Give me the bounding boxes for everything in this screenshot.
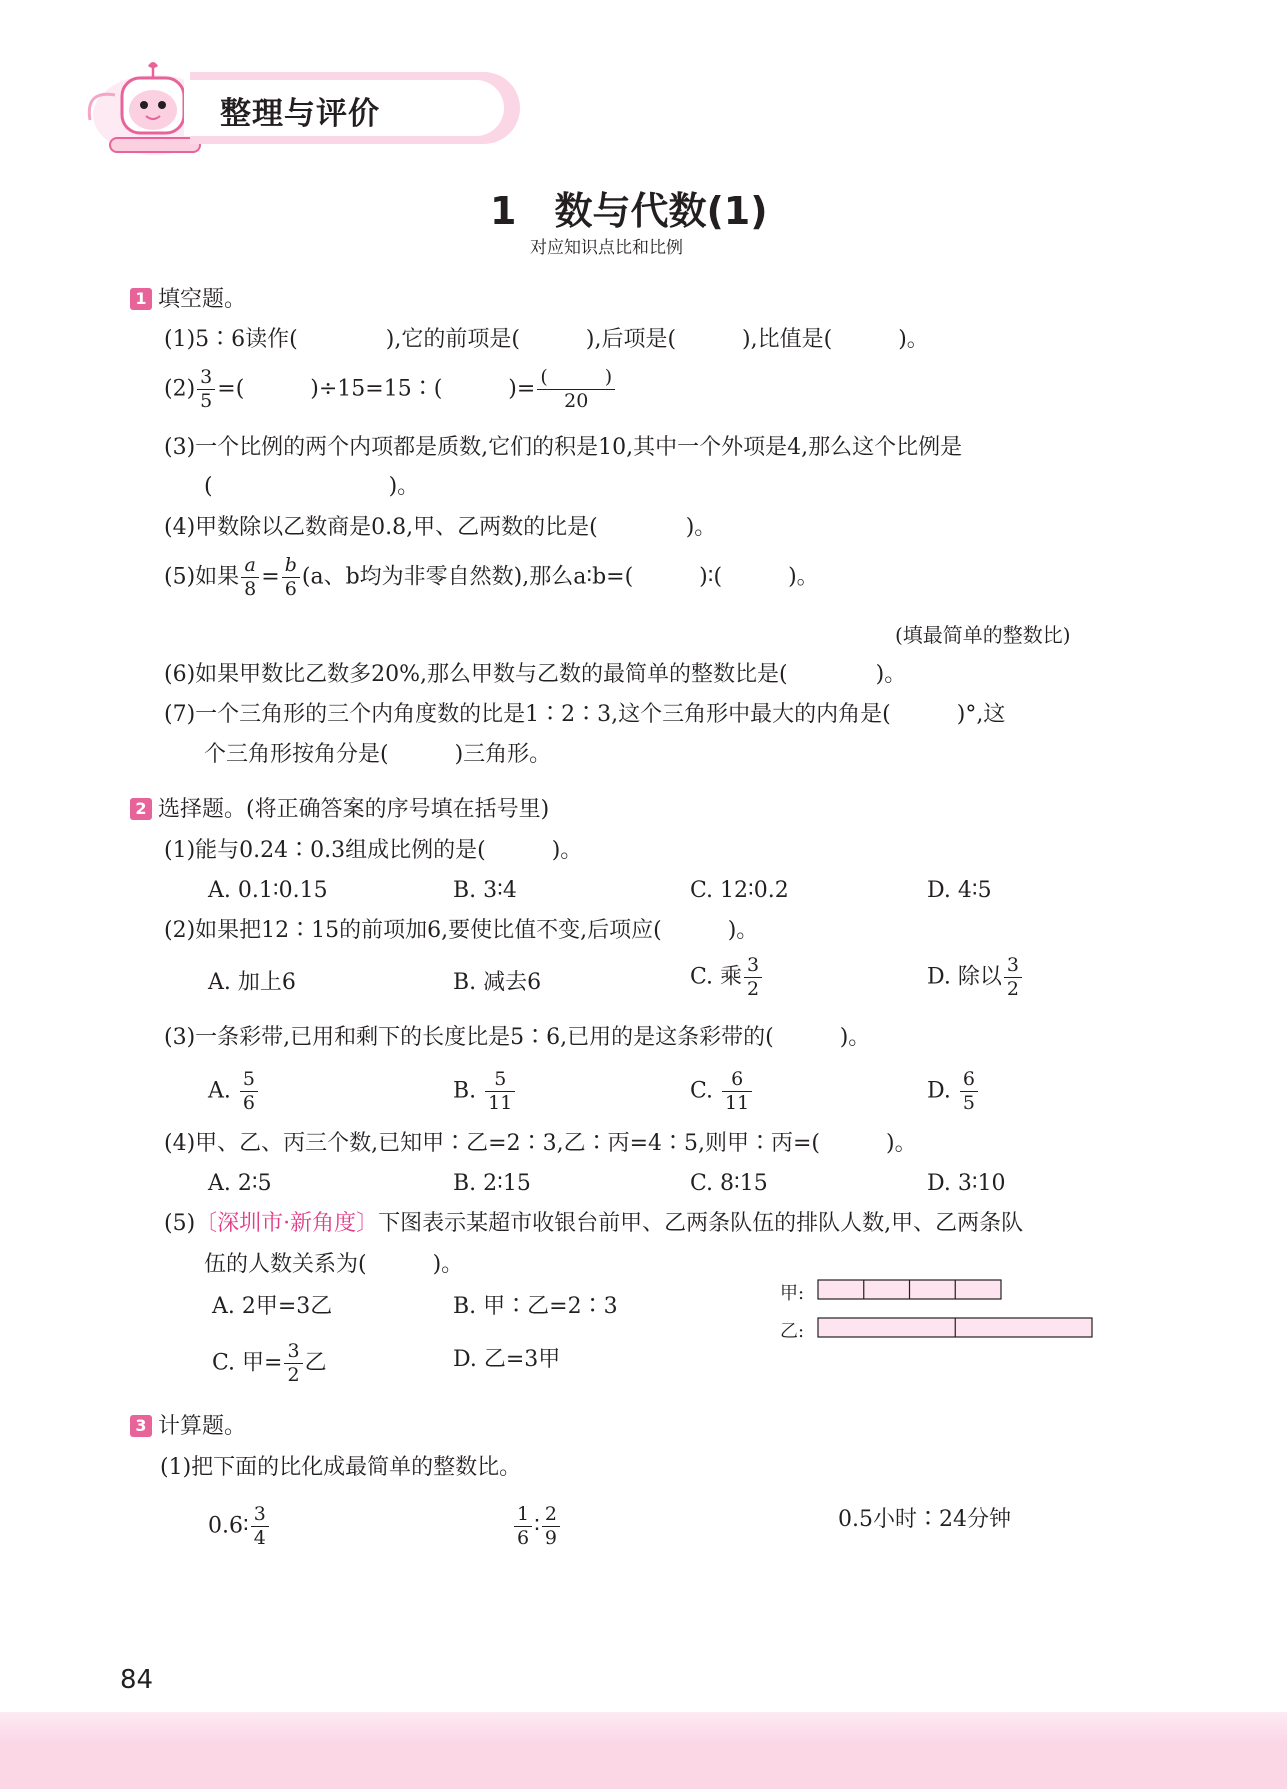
fraction: $\frac{1}{6}$ xyxy=(514,1505,532,1548)
section-title: 填空题。 xyxy=(158,287,247,312)
q2-item-4-option-a: A. 2∶5 xyxy=(208,1171,272,1196)
q2-item-2-option-c xyxy=(690,956,764,999)
q1-item-3-line2: ( )。 xyxy=(204,474,420,499)
yi-bar xyxy=(817,1317,1095,1339)
item-text: 下图表示某超市收银台前甲、乙两条队伍的排队人数,甲、乙两条队 xyxy=(378,1211,1024,1236)
fraction: $\frac{6}{5}$ xyxy=(960,1070,978,1113)
fraction: $\frac{( )}{20}$ xyxy=(537,368,615,411)
fraction: $\frac{3}{2}$ xyxy=(1004,956,1022,999)
q2-item-1: (1)能与0.24∶0.3组成比例的是( )。 xyxy=(164,838,583,863)
fraction: $\frac{b}{6}$ xyxy=(282,556,300,599)
yi-label: 乙: xyxy=(780,1321,805,1342)
item-text: D. 除以 xyxy=(927,964,1002,990)
q1-item-2 xyxy=(164,368,617,411)
section-2-heading xyxy=(130,795,549,825)
q2-item-4-option-b: B. 2∶15 xyxy=(453,1171,531,1196)
item-number: (5) xyxy=(164,1211,196,1236)
fraction: $\frac{6}{11}$ xyxy=(722,1070,752,1113)
q2-item-5-option-d: D. 乙=3甲 xyxy=(453,1347,561,1372)
q1-item-5 xyxy=(164,556,819,599)
section-3-heading xyxy=(130,1412,246,1442)
q2-item-1-option-a: A. 0.1∶0.15 xyxy=(208,878,328,903)
item-text: C. 甲= xyxy=(212,1350,283,1376)
q2-item-5-option-b: B. 甲∶乙=2∶3 xyxy=(453,1294,618,1319)
header-badge xyxy=(80,60,440,160)
q3-expr-2 xyxy=(512,1505,562,1548)
q1-item-6: (6)如果甲数比乙数多20%,那么甲数与乙数的最简单的整数比是( )。 xyxy=(164,662,907,687)
section-number-badge: 3 xyxy=(130,1415,152,1437)
option-letter: B. xyxy=(453,1078,477,1104)
q2-item-5-option-a: A. 2甲=3乙 xyxy=(212,1294,333,1319)
q3-expr-3: 0.5小时∶24分钟 xyxy=(838,1507,1011,1532)
q2-item-3: (3)一条彩带,已用和剩下的长度比是5∶6,已用的是这条彩带的( )。 xyxy=(164,1025,871,1050)
item-text: =( )÷15=15∶( )= xyxy=(217,376,536,402)
q2-item-1-option-d: D. 4∶5 xyxy=(927,878,992,903)
q2-item-2-option-b: B. 减去6 xyxy=(453,970,542,995)
option-letter: A. xyxy=(208,1078,231,1104)
item-number: (2) xyxy=(164,376,196,402)
q2-item-2-option-d xyxy=(927,956,1024,999)
jia-label: 甲: xyxy=(780,1283,805,1304)
q2-item-5-line1 xyxy=(164,1209,1023,1239)
page-number: 84 xyxy=(120,1665,154,1695)
q2-item-1-option-b: B. 3∶4 xyxy=(453,878,517,903)
fraction: $\frac{3}{2}$ xyxy=(744,956,762,999)
q1-item-7-line1: (7)一个三角形的三个内角度数的比是1∶2∶3,这个三角形中最大的内角是( )°,这 xyxy=(164,702,1006,727)
q2-item-3-option-a xyxy=(208,1070,260,1113)
page-title: 1 数与代数(1) xyxy=(490,189,768,233)
fraction: $\frac{a}{8}$ xyxy=(241,556,259,599)
q2-item-3-option-c xyxy=(690,1070,754,1113)
fraction: $\frac{3}{5}$ xyxy=(197,368,215,411)
queue-diagram xyxy=(780,1275,1100,1345)
q2-item-2-option-a: A. 加上6 xyxy=(208,970,296,995)
q2-item-4-option-c: C. 8∶15 xyxy=(690,1171,768,1196)
q2-item-3-option-b xyxy=(453,1070,517,1113)
item-text: 0.6∶ xyxy=(208,1513,249,1539)
q2-item-3-option-d xyxy=(927,1070,980,1113)
q2-item-4: (4)甲、乙、丙三个数,已知甲∶乙=2∶3,乙∶丙=4∶5,则甲∶丙=( )。 xyxy=(164,1131,917,1156)
section-number-badge: 1 xyxy=(130,288,152,310)
header-badge-label: 整理与评价 xyxy=(220,96,380,132)
section-1-heading xyxy=(130,285,246,315)
section-number-badge: 2 xyxy=(130,798,152,820)
q3-expr-1 xyxy=(208,1505,271,1548)
q1-item-3-line1: (3)一个比例的两个内项都是质数,它们的积是10,其中一个外项是4,那么这个比例是 xyxy=(164,435,963,460)
item-text: = xyxy=(261,564,280,590)
q2-item-2: (2)如果把12∶15的前项加6,要使比值不变,后项应( )。 xyxy=(164,918,759,943)
source-tag: 〔深圳市·新角度〕 xyxy=(195,1211,379,1236)
footer-band xyxy=(0,1712,1287,1789)
section-title: 计算题。 xyxy=(158,1414,247,1439)
q2-item-4-option-d: D. 3∶10 xyxy=(927,1171,1006,1196)
q1-item-1: (1)5∶6读作( ),它的前项是( ),后项是( ),比值是( )。 xyxy=(164,327,929,352)
fraction: $\frac{3}{2}$ xyxy=(284,1342,302,1385)
item-text: (5)如果 xyxy=(164,564,240,590)
q2-item-5-line2: 伍的人数关系为( )。 xyxy=(204,1252,464,1277)
fraction: $\frac{5}{6}$ xyxy=(240,1070,258,1113)
ratio-sign: ∶ xyxy=(534,1513,540,1539)
q1-item-5-note: (填最简单的整数比) xyxy=(895,623,1071,647)
section-title: 选择题。(将正确答案的序号填在括号里) xyxy=(158,797,550,822)
q2-item-1-option-c: C. 12∶0.2 xyxy=(690,878,789,903)
q3-item-1: (1)把下面的比化成最简单的整数比。 xyxy=(160,1455,522,1480)
item-text: C. 乘 xyxy=(690,964,743,990)
option-letter: D. xyxy=(927,1078,951,1104)
q2-item-5-option-c xyxy=(212,1342,327,1385)
option-letter: C. xyxy=(690,1078,714,1104)
page-subtitle: 对应知识点比和比例 xyxy=(530,238,683,258)
q1-item-4: (4)甲数除以乙数商是0.8,甲、乙两数的比是( )。 xyxy=(164,515,717,540)
fraction: $\frac{5}{11}$ xyxy=(485,1070,515,1113)
item-text: (a、b均为非零自然数),那么a∶b=( )∶( )。 xyxy=(301,564,819,590)
q1-item-7-line2: 个三角形按角分是( )三角形。 xyxy=(204,742,552,767)
fraction: $\frac{2}{9}$ xyxy=(542,1505,560,1548)
jia-bar xyxy=(817,1279,1003,1301)
item-text: 乙 xyxy=(304,1350,327,1376)
fraction: $\frac{3}{4}$ xyxy=(251,1505,269,1548)
